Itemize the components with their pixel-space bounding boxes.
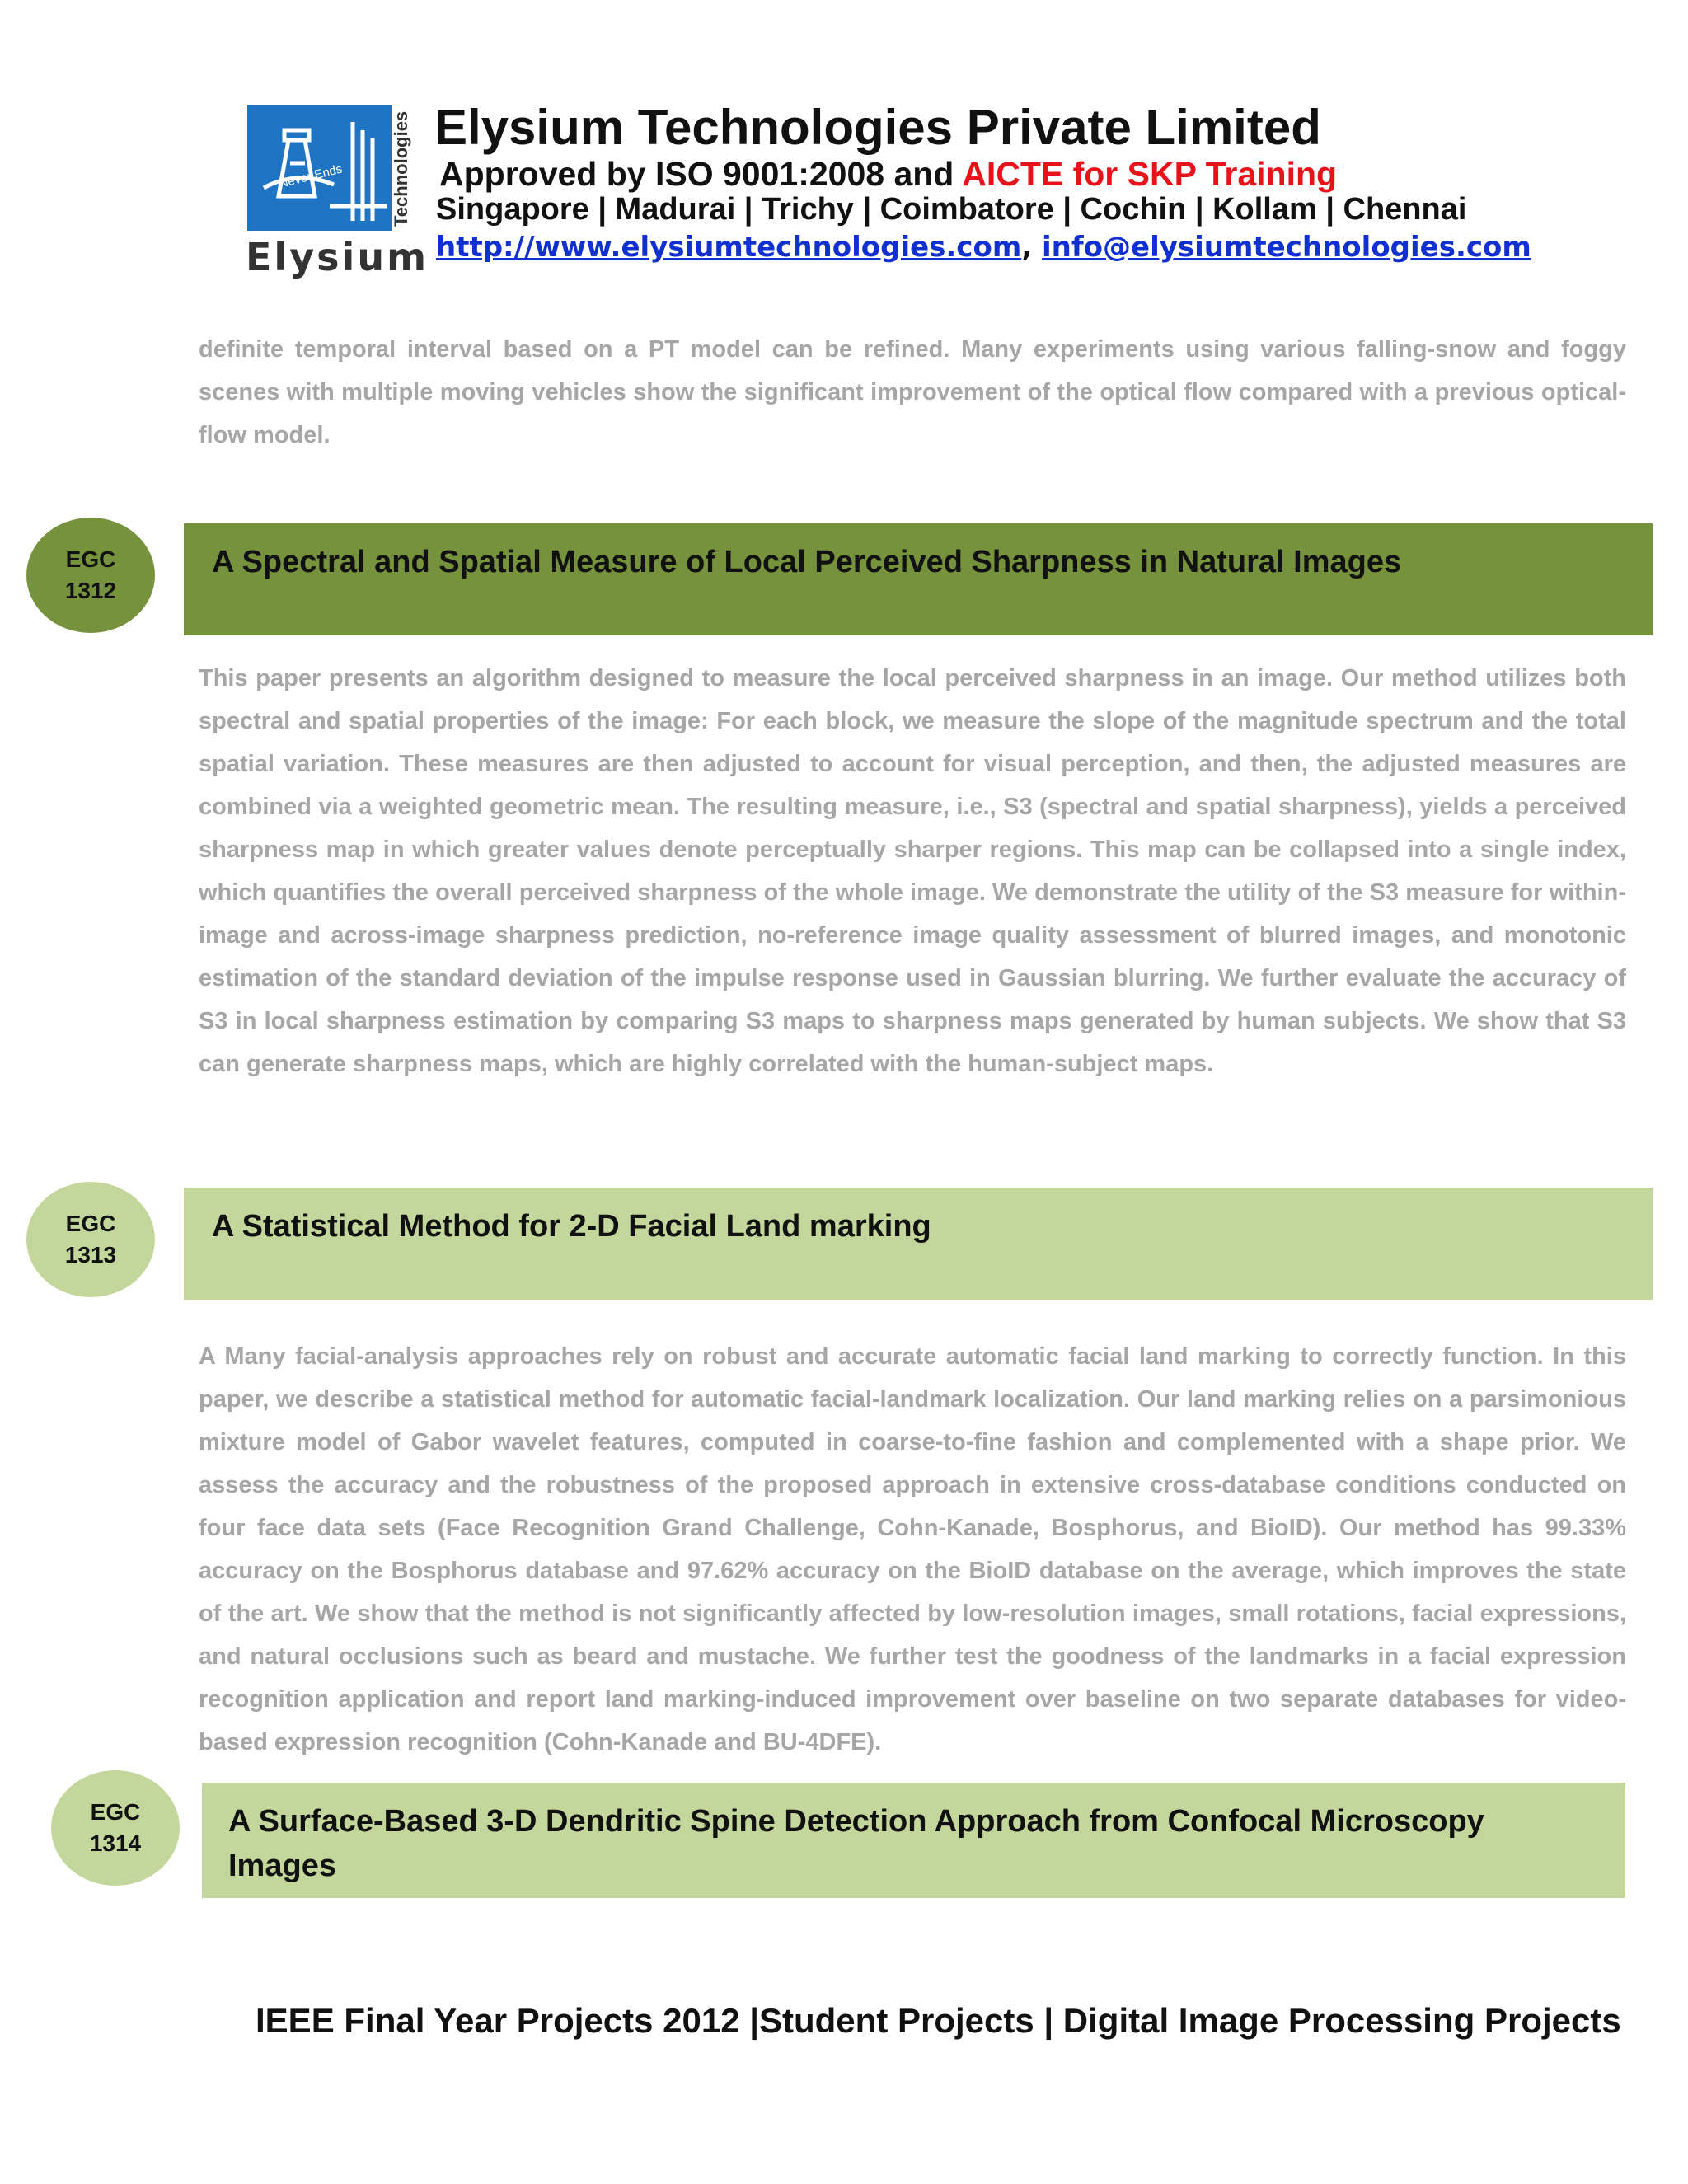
approval-prefix: Approved by ISO 9001:2008 and — [439, 155, 963, 193]
project-title: A Spectral and Spatial Measure of Local Perceived Sharpness in Natural Images — [212, 545, 1402, 579]
contact-links — [436, 231, 1531, 264]
project-code-badge — [26, 1182, 155, 1297]
link-separator: , — [1021, 231, 1033, 264]
project-code-prefix: EGC — [90, 1799, 141, 1825]
page-footer: IEEE Final Year Projects 2012 |Student Projects | Digital Image Processing Projects — [256, 2001, 1621, 2040]
project-code-number: 1312 — [64, 578, 117, 603]
company-name: Elysium Technologies Private Limited — [434, 100, 1321, 155]
project-code-number: 1314 — [89, 1830, 142, 1856]
project-title-banner — [184, 1188, 1653, 1300]
project-code-number: 1313 — [64, 1242, 117, 1268]
city-list: Singapore | Madurai | Trichy | Coimbatore | Cochin | Kollam | Chennai — [436, 192, 1467, 227]
svg-text:Never Ends: Never Ends — [277, 162, 345, 191]
lighthouse-logo-icon — [247, 105, 392, 231]
project-title-banner — [202, 1783, 1625, 1898]
project-code-badge — [51, 1770, 180, 1886]
company-logo — [247, 105, 392, 231]
approval-highlight: AICTE for SKP Training — [962, 155, 1338, 193]
approval-line — [439, 155, 1337, 194]
logo-wordmark: Elysium — [246, 235, 429, 279]
project-code-prefix: EGC — [65, 1211, 116, 1236]
email-link[interactable]: info@elysiumtechnologies.com — [1042, 231, 1531, 264]
logo-vertical-text: Technologies — [391, 110, 411, 227]
project-title: A Surface-Based 3-D Dendritic Spine Detection Approach from Confocal Microscopy Images — [228, 1804, 1484, 1883]
intro-paragraph: definite temporal interval based on a PT model can be refined. Many experiments using various falling-snow and foggy scenes with multiple moving vehicles show the significant improvement of the optical flow compared with a previous optical-flow model. — [199, 336, 1626, 448]
project-code-prefix: EGC — [65, 546, 116, 572]
project-title: A Statistical Method for 2-D Facial Land marking — [212, 1209, 931, 1244]
project-code-badge — [26, 518, 155, 633]
project-title-banner — [184, 523, 1653, 635]
project-abstract: This paper presents an algorithm designed to measure the local perceived sharpness in an image. Our method utilizes both spectral and spatial properties of the image: For each block, we measure the slope of the magnitude spectrum and the total spatial variation. These measures are then adjusted to account for visual perception, and then, the adjusted measures are combined via a weighted geometric mean. The resulting measure, i.e., S3 (spectral and spatial sharpness), yields a perceived sharpness map in which greater values denote perceptually sharper regions. This map can be collapsed into a single index, which quantifies the overall perceived sharpness of the whole image. We demonstrate the utility of the S3 measure for within-image and across-image sharpness prediction, no-reference image quality assessment of blurred images, and monotonic estimation of the standard deviation of the impulse response used in Gaussian blurring. We further evaluate the accuracy of S3 in local sharpness estimation by comparing S3 maps to sharpness maps generated by human subjects. We show that S3 can generate sharpness maps, which are highly correlated with the human-subject maps. — [199, 665, 1626, 1077]
website-link[interactable]: http://www.elysiumtechnologies.com — [436, 231, 1022, 264]
project-abstract: A Many facial-analysis approaches rely on robust and accurate automatic facial land marking to correctly function. In this paper, we describe a statistical method for automatic facial-landmark localization. Our land marking relies on a parsimonious mixture model of Gabor wavelet features, computed in coarse-to-fine fashion and complemented with a shape prior. We assess the accuracy and the robustness of the proposed approach in extensive cross-database conditions conducted on four face data sets (Face Recognition Grand Challenge, Cohn-Kanade, Bosphorus, and BioID). Our method has 99.33% accuracy on the Bosphorus database and 97.62% accuracy on the BioID database on the average, which improves the state of the art. We show that the method is not significantly affected by low-resolution images, small rotations, facial expressions, and natural occlusions such as beard and mustache. We further test the goodness of the landmarks in a facial expression recognition application and report land marking-induced improvement over baseline on two separate databases for video-based expression recognition (Cohn-Kanade and BU-4DFE). — [199, 1343, 1626, 1755]
